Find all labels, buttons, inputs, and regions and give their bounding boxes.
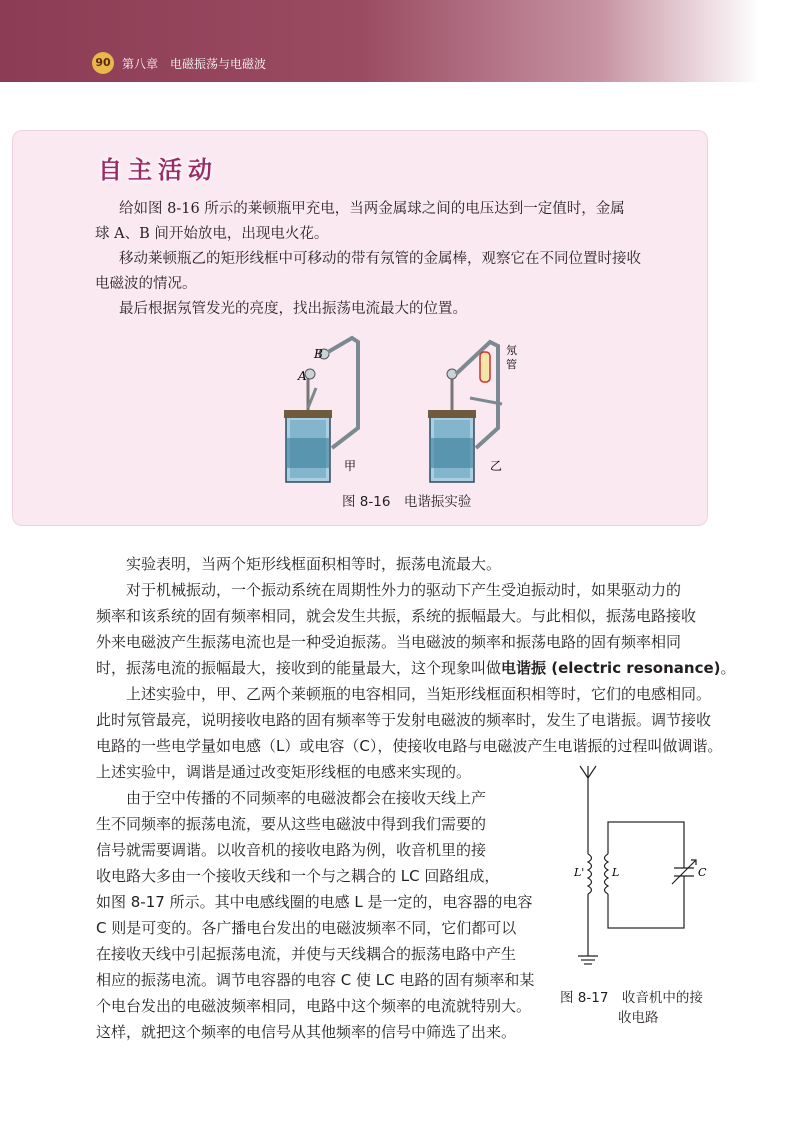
chapter-title: 第八章 电磁振荡与电磁波 [122,57,267,71]
label-neon-1: 氖 [506,344,517,357]
body-paragraph-2-line-4: 时，振荡电流的振幅最大，接收到的能量最大，这个现象叫做电谐振 (electric resonance)。 [96,659,736,677]
body-paragraph-4-line-10: 这样，就把这个频率的电信号从其他频率的信号中筛选了出来。 [96,1023,517,1041]
body-paragraph-4-line-6: C 则是可变的。各广播电台发出的电磁波频率不同，它们都可以 [96,919,517,937]
lc-loop [608,822,684,928]
activity-paragraph-2b: 电磁波的情况。 [95,276,197,292]
body-paragraph-4-line-7: 在接收天线中引起振荡电流，并使与天线耦合的振荡电路中产生 [96,945,517,963]
body-paragraph-3-line-4: 上述实验中，调谐是通过改变矩形线框的电感来实现的。 [96,763,472,781]
header-bar [0,0,800,82]
activity-paragraph-1: 给如图 8-16 所示的莱顿瓶甲充电，当两金属球之间的电压达到一定值时，金属 [119,201,625,217]
label-yi: 乙 [490,459,503,473]
label-L-prime: L' [574,866,585,879]
body-paragraph-2-line-2: 频率和该系统的固有频率相同，就会发生共振，系统的振幅最大。与此相似，振荡电路接收 [96,607,697,625]
body-paragraph-3-line-2: 此时氖管最亮，说明接收电路的固有频率等于发射电磁波的频率时，发生了电谐振。调节接收 [96,711,712,729]
body-paragraph-4-line-1: 由于空中传播的不同频率的电磁波都会在接收天线上产 [126,789,487,807]
activity-paragraph-2: 移动莱顿瓶乙的矩形线框中可移动的带有氖管的金属棒，观察它在不同位置时接收 [119,251,641,267]
antenna-icon [580,766,596,800]
label-B: B [314,347,323,361]
figure-8-17 [560,760,710,980]
label-C: C [698,866,707,879]
figure-8-17-caption-line-2: 收电路 [618,1010,659,1026]
label-jia: 甲 [344,459,357,473]
activity-title: 自主活动 [98,155,218,184]
body-paragraph-4-line-8: 相应的振荡电流。调节电容器的电容 C 使 LC 电路的固有频率和某 [96,971,535,989]
body-paragraph-4-line-4: 收电路大多由一个接收天线和一个与之耦合的 LC 回路组成， [96,867,500,885]
body-paragraph-2-line-3: 外来电磁波产生振荡电流也是一种受迫振荡。当电磁波的频率和振荡电路的固有频率相同 [96,633,682,651]
body-paragraph-4-line-5: 如图 8-17 所示。其中电感线圈的电感 L 是一定的，电容器的电容 [96,893,533,911]
activity-paragraph-1b: 球 A、B 间开始放电，出现电火花。 [95,226,329,242]
term-english: (electric resonance) [546,659,721,677]
term-electric-resonance: 电谐振 [501,659,547,677]
label-neon-2: 管 [506,358,517,371]
body-paragraph-4-line-9: 个电台发出的电磁波频率相同，电路中这个频率的电流就特别大。 [96,997,532,1015]
ground-icon [578,956,598,964]
label-L: L [612,866,620,879]
label-A: A [298,369,307,383]
activity-paragraph-3: 最后根据氖管发光的亮度，找出振荡电流最大的位置。 [119,301,467,317]
figure-8-16 [270,328,530,488]
body-paragraph-4-line-3: 信号就需要调谐。以收音机的接收电路为例，收音机里的接 [96,841,487,859]
body-paragraph-1: 实验表明，当两个矩形线框面积相等时，振荡电流最大。 [126,555,502,573]
body-paragraph-2-line-1: 对于机械振动，一个振动系统在周期性外力的驱动下产生受迫振动时，如果驱动力的 [126,581,682,599]
body-paragraph-3-line-1: 上述实验中，甲、乙两个莱顿瓶的电容相同，当矩形线框面积相等时，它们的电感相同。 [126,685,712,703]
figure-8-16-caption: 图 8-16 电谐振实验 [342,494,472,510]
page-number: 90 [92,52,114,74]
body-paragraph-3-line-3: 电路的一些电学量如电感（L）或电容（C），使接收电路与电磁波产生电谐振的过程叫做调谐。 [96,737,723,755]
inductor-L-prime [588,854,592,894]
figure-8-17-caption-line-1: 图 8-17 收音机中的接 [560,990,703,1006]
body-paragraph-4-line-2: 生不同频率的振荡电流，要从这些电磁波中得到我们需要的 [96,815,487,833]
